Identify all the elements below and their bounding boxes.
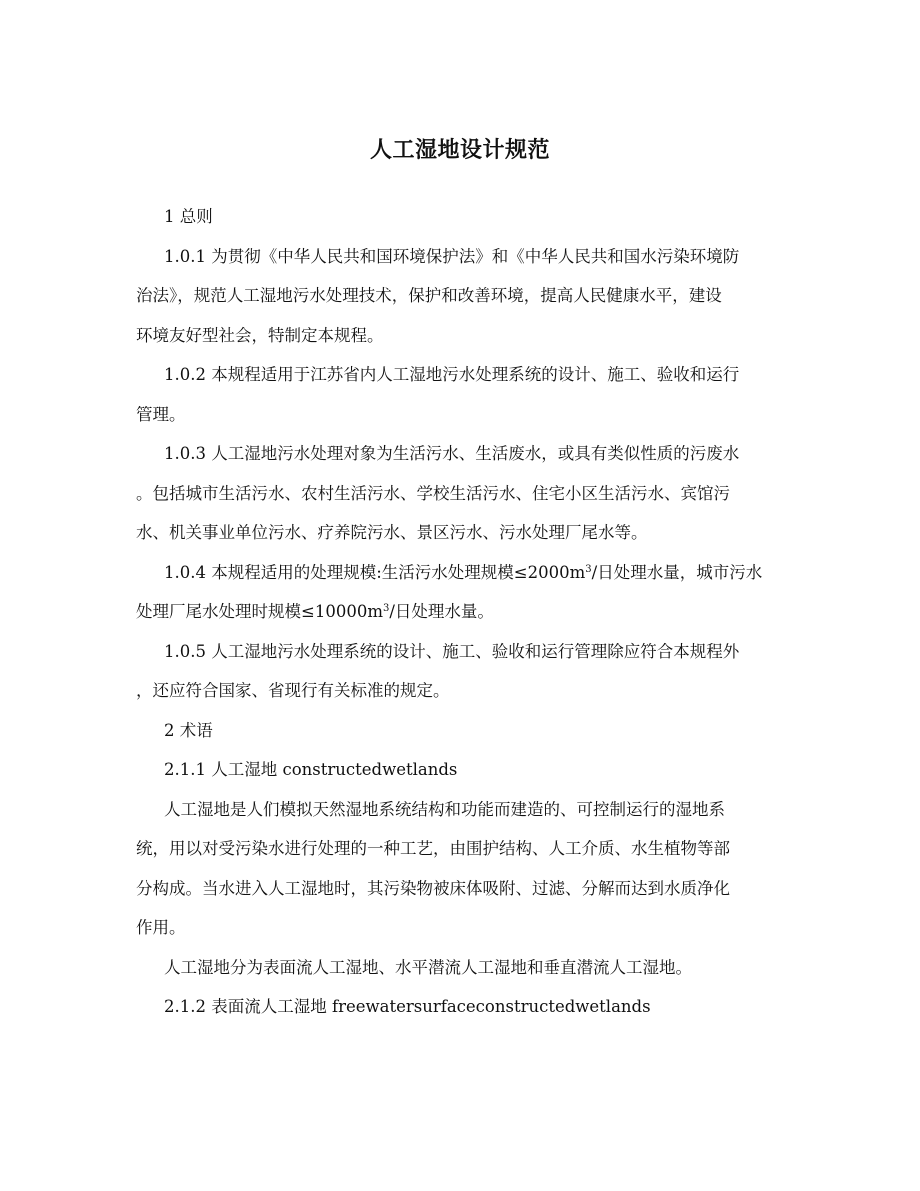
text-line: 统，用以对受污染水进行处理的一种工艺，由围护结构、人工介质、水生植物等部 <box>136 839 730 858</box>
text-line: 1.0.3 人工湿地污水处理对象为生活污水、生活废水，或具有类似性质的污废水 <box>164 444 740 463</box>
paragraph <box>136 553 786 632</box>
text-line: 管理。 <box>136 404 186 424</box>
text-line: 作用。 <box>136 918 186 937</box>
text-line: 处理厂尾水处理时规模$\le 10000m^3/$日处理水量。 <box>136 602 494 621</box>
text-line: 分构成。当水进入人工湿地时，其污染物被床体吸附、过滤、分解而达到水质净化 <box>136 878 730 898</box>
document-body <box>136 197 786 1027</box>
text-line: 2.1.2 表面流人工湿地 freewatersurfaceconstructedwetlands <box>164 997 651 1016</box>
paragraph <box>136 355 786 434</box>
paragraph <box>136 790 786 948</box>
text-line: 1.0.1 为贯彻《中华人民共和国环境保护法》和《中华人民共和国水污染环境防 <box>164 246 740 266</box>
text-line: 水、机关事业单位污水、疗养院污水、景区污水、污水处理厂尾水等。 <box>136 523 648 542</box>
text-line: 1 总则 <box>164 207 213 226</box>
text-line: 人工湿地是人们模拟天然湿地系统结构和功能而建造的、可控制运行的湿地系 <box>164 799 725 819</box>
text-line: 2.1.1 人工湿地 constructedwetlands <box>164 760 458 779</box>
text-line: 。包括城市生活污水、农村生活污水、学校生活污水、住宅小区生活污水、宾馆污 <box>136 483 730 503</box>
text-line: 2 术语 <box>164 720 213 740</box>
document-title: 人工湿地设计规范 <box>369 137 550 163</box>
text-line: 1.0.5 人工湿地污水处理系统的设计、施工、验收和运行管理除应符合本规程外 <box>164 641 740 661</box>
paragraph <box>136 237 786 356</box>
text-line: 环境友好型社会，特制定本规程。 <box>136 325 384 345</box>
paragraph <box>136 711 786 751</box>
text-line: 治法》，规范人工湿地污水处理技术，保护和改善环境，提高人民健康水平，建设 <box>136 286 722 305</box>
text-line: ，还应符合国家、省现行有关标准的规定。 <box>136 681 450 700</box>
paragraph <box>136 434 786 553</box>
text-line: 1.0.4 本规程适用的处理规模:生活污水处理规模$\le 2000m^3/$日处理水量，城市污水 <box>164 562 763 582</box>
text-line: 1.0.2 本规程适用于江苏省内人工湿地污水处理系统的设计、施工、验收和运行 <box>164 365 740 384</box>
paragraph <box>136 948 786 988</box>
paragraph <box>136 750 786 790</box>
paragraph <box>136 197 786 237</box>
text-line: 人工湿地分为表面流人工湿地、水平潜流人工湿地和垂直潜流人工湿地。 <box>164 957 692 977</box>
paragraph <box>136 632 786 711</box>
paragraph <box>136 987 786 1027</box>
